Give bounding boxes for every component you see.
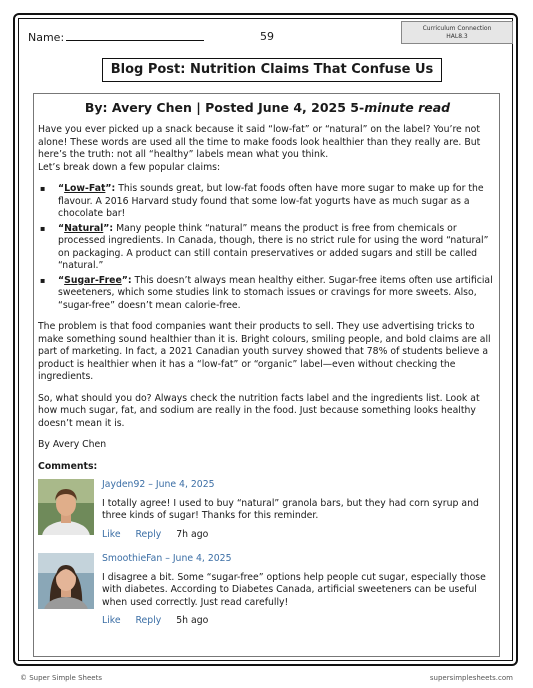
comment xyxy=(38,553,496,627)
byline: By: Avery Chen | Posted June 4, 2025 5-minute read xyxy=(84,100,451,115)
page-footer xyxy=(20,674,513,682)
reply-link[interactable]: Reply xyxy=(135,528,162,540)
comment-body xyxy=(102,479,496,541)
curriculum-code: HAL8.3 xyxy=(446,32,468,40)
footer-website[interactable]: supersimplesheets.com xyxy=(429,674,513,682)
reply-link[interactable]: Reply xyxy=(135,615,162,626)
comment xyxy=(38,479,496,553)
curriculum-connection-badge xyxy=(401,21,513,44)
avatar xyxy=(38,479,94,535)
list-item: ▪ “Natural”: Many people think “natural” means the product is free from chemicals or processed ingredients. In Canada, though, there is no strict rule for using the word “natural” on packaging. A product can still contain preservatives or added sugars and still be called “natural.” xyxy=(38,223,496,273)
advice-paragraph: So, what should you do? Always check the nutrition facts label and the ingredients list. Look at how much sugar, fat, and sodium are really in the food. Just because something looks healthy doesn’t mean it is. xyxy=(38,392,480,429)
name-field-label: Name: xyxy=(28,30,204,44)
signoff: By Avery Chen xyxy=(38,439,107,450)
comments-heading: Comments: xyxy=(38,460,98,472)
footer-copyright: © Super Simple Sheets xyxy=(20,674,102,682)
page-title: Blog Post: Nutrition Claims That Confuse Us xyxy=(102,58,442,82)
comment-text: I totally agree! I used to buy “natural” granola bars, but they had corn syrup and three kinds of sugar! Thanks for this reminder. xyxy=(102,497,479,521)
comment-timestamp: 5h ago xyxy=(176,615,209,626)
list-item: ▪ “Sugar-Free”: This doesn’t always mean healthy either. Sugar-free items often use artificial sweeteners, which some studies link to stomach issues or cravings for more sweets. Also, “sugar-free” doesn’t mean calorie-free. xyxy=(38,275,496,313)
page-number: 59 xyxy=(260,30,274,43)
curriculum-label: Curriculum Connection xyxy=(422,25,492,32)
list-item: ▪ “Low-Fat”: This sounds great, but low-fat foods often have more sugar to make up for the flavour. A 2016 Harvard study found that some low-fat yogurts have as much sugar as a chocolate bar! xyxy=(38,183,496,221)
avatar xyxy=(38,553,94,609)
blog-post-box xyxy=(33,93,500,657)
article-body xyxy=(38,124,496,627)
comment-author-date[interactable]: SmoothieFan – June 4, 2025 xyxy=(102,553,232,564)
claims-list xyxy=(38,183,496,312)
comment-author-date[interactable]: Jayden92 – June 4, 2025 xyxy=(102,479,215,490)
like-link[interactable]: Like xyxy=(102,615,121,626)
comment-actions xyxy=(102,615,496,628)
comment-actions xyxy=(102,529,496,542)
comment-body xyxy=(102,553,496,628)
name-blank-line[interactable] xyxy=(66,30,204,41)
like-link[interactable]: Like xyxy=(102,528,121,540)
intro-paragraph: Have you ever picked up a snack because it said “low-fat” or “natural” on the label? You’re not alone! These words are used all the time to make foods look healthier than they really are. But here’s the truth: not all “healthy” labels mean what you think. Let’s break down a few popular claims: xyxy=(38,124,481,173)
comment-timestamp: 7h ago xyxy=(176,528,209,540)
marketing-paragraph: The problem is that food companies want their products to sell. They use advertising tricks to make something sound healthier than it is. Bright colours, smiling people, and bold claims are all part of marketing. In fact, a 2021 Canadian youth survey showed that 78% of students believe a product is healthier when it has a “low-fat” or “organic” label—even without checking the ingredients. xyxy=(38,321,491,382)
comment-text: I disagree a bit. Some “sugar-free” options help people cut sugar, especially those with diabetes. According to Diabetes Canada, artificial sweeteners can be useful when used correctly. Just read carefully! xyxy=(102,571,486,608)
